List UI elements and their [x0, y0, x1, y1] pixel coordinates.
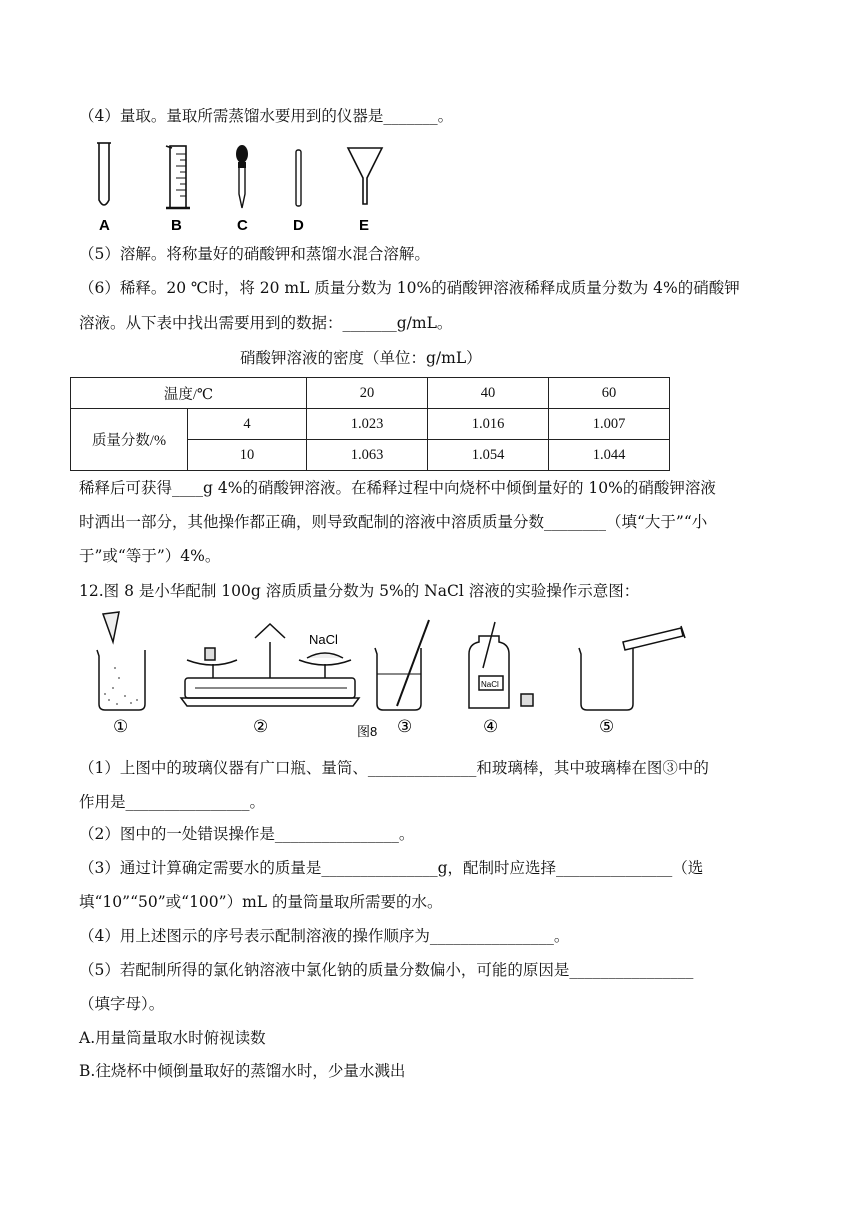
density-cell: 1.054 [428, 440, 549, 471]
q12-p3-line1: （3）通过计算确定需要水的质量是_______________g，配制时应选择_______________（选 [79, 859, 704, 877]
instruments-figure [90, 140, 410, 232]
instrument-label: E [359, 217, 370, 234]
density-cell: 1.063 [307, 440, 428, 471]
fraction-cell: 10 [188, 440, 307, 471]
q12-option-b: B.往烧杯中倾倒量取好的蒸馏水时，少量水溅出 [79, 1062, 406, 1080]
temp-header: 温度/℃ [71, 378, 307, 409]
mass-header: 质量分数/% [71, 409, 188, 471]
density-cell: 1.044 [549, 440, 670, 471]
q12-p1-line2: 作用是________________。 [79, 793, 266, 811]
instrument-label: C [237, 217, 248, 234]
table-row [71, 409, 670, 440]
q11-after-line2: 时洒出一部分，其他操作都正确，则导致配制的溶液中溶质质量分数________（填“大于”“小 [79, 513, 708, 531]
fraction-cell: 4 [188, 409, 307, 440]
q12-p2: （2）图中的一处错误操作是________________。 [79, 825, 415, 843]
density-cell: 1.016 [428, 409, 549, 440]
instrument-label: A [99, 217, 110, 234]
nacl-label: NaCl [309, 632, 338, 647]
q12-intro: 12.图 8 是小华配制 100g 溶质质量分数为 5%的 NaCl 溶液的实验操作示意图： [79, 582, 640, 600]
dropper-icon [236, 145, 248, 208]
cylinder-pour-icon [579, 626, 685, 710]
glass-rod-icon [296, 150, 301, 206]
figure-step-label: ① [113, 717, 129, 736]
beaker-pour-icon [97, 612, 145, 710]
q12-p5-line1: （5）若配制所得的氯化钠溶液中氯化钠的质量分数偏小，可能的原因是________________ [79, 961, 694, 979]
density-table [70, 377, 670, 471]
figure-step-label: ④ [483, 717, 499, 736]
test-tube-icon [97, 143, 111, 205]
q11-step5: （5）溶解。将称量好的硝酸钾和蒸馏水混合溶解。 [79, 245, 430, 263]
figure-caption: 图8 [357, 724, 378, 739]
figure-step-label: ⑤ [599, 717, 615, 736]
experiment-figure [85, 608, 695, 744]
q11-step6-line1: （6）稀释。20 ℃时，将 20 mL 质量分数为 10%的硝酸钾溶液稀释成质量分数为 4%的硝酸钾 [79, 279, 740, 297]
q12-p4: （4）用上述图示的序号表示配制溶液的操作顺序为________________。 [79, 927, 570, 945]
bottle-label: NaCl [481, 680, 499, 689]
figure-step-label: ② [253, 717, 269, 736]
figure-step-label: ③ [397, 717, 413, 736]
q12-p1-line1: （1）上图中的玻璃仪器有广口瓶、量筒、______________和玻璃棒，其中玻璃棒在图③中的 [79, 759, 709, 777]
q11-after-line3: 于”或“等于”）4%。 [79, 547, 221, 565]
q11-step6-line2: 溶液。从下表中找出需要用到的数据：_______g/mL。 [79, 314, 453, 332]
q12-p3-line2: 填“10”“50”或“100”）mL 的量筒量取所需要的水。 [79, 893, 443, 911]
table-caption: 硝酸钾溶液的密度（单位：g/mL） [240, 349, 482, 367]
temp-cell: 20 [307, 378, 428, 409]
beaker-stir-icon [375, 620, 429, 710]
q11-step4: （4）量取。量取所需蒸馏水要用到的仪器是_______。 [79, 107, 454, 125]
funnel-icon [348, 148, 382, 204]
instrument-label: D [293, 217, 304, 234]
density-cell: 1.007 [549, 409, 670, 440]
graduated-cylinder-icon [166, 146, 190, 208]
instrument-label: B [171, 217, 182, 234]
table-row [71, 378, 670, 409]
reagent-bottle-icon [469, 622, 533, 708]
q12-p5-line2: （填字母）。 [79, 995, 165, 1013]
q11-after-line1: 稀释后可获得____g 4%的硝酸钾溶液。在稀释过程中向烧杯中倾倒量好的 10%的硝酸钾溶液 [79, 479, 716, 497]
q12-option-a: A.用量筒量取水时俯视读数 [79, 1029, 266, 1047]
density-cell: 1.023 [307, 409, 428, 440]
temp-cell: 60 [549, 378, 670, 409]
temp-cell: 40 [428, 378, 549, 409]
